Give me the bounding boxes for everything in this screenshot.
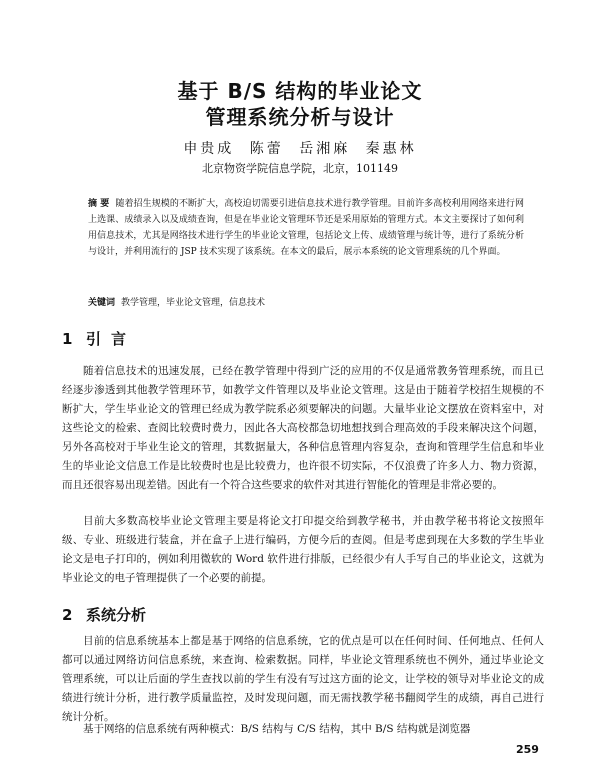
abstract [88, 196, 524, 260]
paragraph: 基于网络的信息系统有两种模式：B/S 结构与 C/S 结构，其中 B/S 结构就是浏览器 [83, 723, 471, 735]
page-number: 259 [516, 743, 539, 756]
paragraph: 目前大多数高校毕业论文管理主要是将论文打印提交给到教学秘书，并由教学秘书将论文按照年级、专业、班级进行装盒，并在盒子上进行编码，方便今后的查阅。但是考虑到现在大多数的学生毕业论文是电子打印的，例如利用微软的 Word 软件进行排版，已经很少有人手写自己的毕业论文，这就为毕业论文的电子管理提供了一个必要的前提。 [62, 515, 544, 584]
abstract-text: 随着招生规模的不断扩大，高校迫切需要引进信息技术进行教学管理。目前许多高校利用网络来进行网上选课、成绩录入以及成绩查询，但是在毕业论文管理环节还是采用原始的管理方式。本文主要探讨了如何利用信息技术，尤其是网络技术进行学生的毕业论文管理，包括论文上传、成绩管理与统计等，进行了系统分析与设计，并利用流行的 JSP 技术实现了该系统。在本文的最后，展示本系统的论文管理系统的几个界面。 [88, 199, 524, 257]
keywords [88, 296, 524, 310]
section-number: 1 [62, 330, 73, 348]
section-title: 系统分析 [86, 606, 147, 624]
paragraph: 目前的信息系统基本上都是基于网络的信息系统，它的优点是可以在任何时间、任何地点、任何人都可以通过网络访问信息系统，来查询、检索数据。同样，毕业论文管理系统也不例外，通过毕业论文管理系统，可以让后面的学生查找以前的学生有没有写过这方面的论文，让学校的领导对毕业论文的成绩进行统计分析，进行教学质量监控，及时发现问题，而无需找教学秘书翻阅学生的成绩，再自己进行统计分析。 [62, 635, 544, 723]
section-heading-introduction [62, 328, 136, 349]
paper-title-line-2: 管理系统分析与设计 [205, 105, 395, 129]
keywords-text: 教学管理，毕业论文管理，信息技术 [121, 298, 266, 308]
paper-title-line-1: 基于 B/S 结构的毕业论文 [177, 79, 423, 103]
abstract-label: 摘 要 [88, 199, 110, 209]
section-title: 引言 [86, 330, 137, 348]
paragraph: 随着信息技术的迅速发展，已经在教学管理中得到广泛的应用的不仅是通常教务管理系统，而且已经逐步渗透到其他教学管理环节，如教学文件管理以及毕业论文管理。这是由于随着学校招生规模的不断扩大，学生毕业论文的管理已经成为教学院系必须要解决的问题。大量毕业论文摆放在资料室中，对这些论文的检索、查阅比较费时费力，因此各大高校都急切地想找到合理高效的手段来解决这个问题，另外各高校对于毕业生论文的管理，其数据量大，各种信息管理内容复杂，查询和管理学生信息和毕业生的毕业论文信息工作是比较费时也是比较费力，也许很不切实际，不仅浪费了许多人力、物力资源，而且还很容易出现差错。因此有一个符合这些要求的软件对其进行智能化的管理是非常必要的。 [62, 365, 544, 491]
keywords-label: 关键词 [88, 298, 116, 308]
affiliation: 北京物资学院信息学院，北京，101149 [202, 162, 398, 175]
section-number: 2 [62, 606, 73, 624]
section-heading-system-analysis [62, 604, 146, 625]
authors: 申贵成 陈蕾 岳湘麻 秦惠林 [183, 141, 417, 157]
